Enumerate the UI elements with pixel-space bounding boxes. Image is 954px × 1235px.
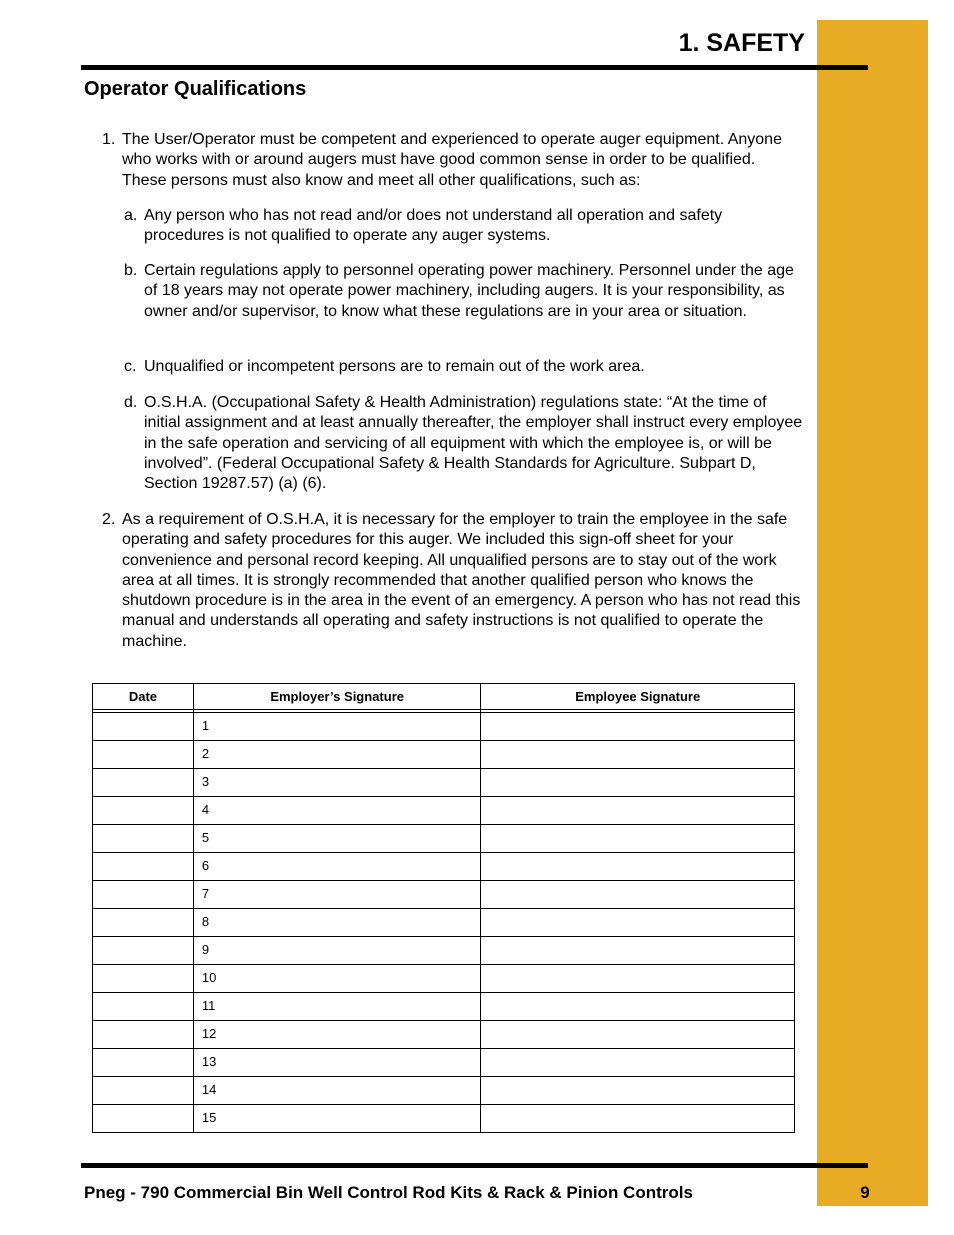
employee-signature-cell [481, 965, 795, 993]
employee-signature-cell [481, 797, 795, 825]
list-item-text: Any person who has not read and/or does not understand all operation and safety procedures is not qualified to operate any auger systems. [144, 207, 723, 245]
table-row [93, 1021, 795, 1049]
employer-signature-cell: 13 [193, 1049, 481, 1077]
employee-signature-cell [481, 853, 795, 881]
list-item-letter: d. [124, 394, 138, 411]
employee-signature-cell [481, 825, 795, 853]
employee-signature-cell [481, 909, 795, 937]
table-row [93, 881, 795, 909]
list-item-text: As a requirement of O.S.H.A, it is necessary for the employer to train the employee in the safe operating and safety procedures for this auger. We included this sign-off sheet for your convenience and personal record keeping. All unqualified persons are to stay out of the work area at all times. It is strongly recommended that another qualified person who knows the shutdown procedure is in the area in the event of an emergency. A person who has not read this manual and understands all operating and safety instructions is not qualified to operate the machine. [122, 511, 801, 650]
page-number: 9 [860, 1183, 870, 1202]
section-title: 1. SAFETY [678, 29, 805, 57]
employer-signature-cell: 2 [193, 741, 481, 769]
table-row [93, 1105, 795, 1133]
date-cell [93, 937, 194, 965]
table-row [93, 713, 795, 741]
table-row [93, 741, 795, 769]
table-row [93, 797, 795, 825]
date-cell [93, 797, 194, 825]
list-item [102, 130, 802, 191]
employer-signature-cell: 6 [193, 853, 481, 881]
table-row [93, 825, 795, 853]
employee-signature-cell [481, 1077, 795, 1105]
list-item [102, 510, 802, 652]
table-row [93, 1049, 795, 1077]
employer-signature-cell: 10 [193, 965, 481, 993]
list-item-text: Certain regulations apply to personnel operating power machinery. Personnel under the age of 18 years may not operate power machinery, including augers. It is your responsibility, as owner and/or supervisor, to know what these regulations are in your area or situation. [144, 262, 794, 320]
sub-list-item [124, 206, 804, 247]
employee-signature-cell [481, 769, 795, 797]
page-heading: Operator Qualifications [84, 78, 307, 100]
employer-signature-cell: 3 [193, 769, 481, 797]
employee-signature-cell [481, 937, 795, 965]
table-header-row [93, 684, 795, 710]
date-cell [93, 965, 194, 993]
date-cell [93, 741, 194, 769]
employee-signature-cell [481, 713, 795, 741]
table-row [93, 853, 795, 881]
footer-rule [81, 1163, 868, 1168]
signoff-table [92, 683, 795, 1133]
date-cell [93, 881, 194, 909]
column-header-employee-signature: Employee Signature [481, 684, 795, 710]
table-row [93, 965, 795, 993]
employee-signature-cell [481, 1021, 795, 1049]
table-row [93, 993, 795, 1021]
employee-signature-cell [481, 741, 795, 769]
employee-signature-cell [481, 993, 795, 1021]
table-row [93, 937, 795, 965]
date-cell [93, 1049, 194, 1077]
sub-list-item [124, 357, 804, 377]
date-cell [93, 1021, 194, 1049]
column-header-date: Date [93, 684, 194, 710]
date-cell [93, 909, 194, 937]
table-row [93, 1077, 795, 1105]
date-cell [93, 1105, 194, 1133]
employer-signature-cell: 5 [193, 825, 481, 853]
list-item-text: The User/Operator must be competent and experienced to operate auger equipment. Anyone who works with or around augers must have good common sense in order to be qualified. These persons must also know and meet all other qualifications, such as: [122, 131, 782, 189]
employer-signature-cell: 7 [193, 881, 481, 909]
employer-signature-cell: 15 [193, 1105, 481, 1133]
date-cell [93, 713, 194, 741]
side-accent-bar [817, 20, 928, 1206]
employee-signature-cell [481, 1049, 795, 1077]
table-row [93, 769, 795, 797]
employer-signature-cell: 12 [193, 1021, 481, 1049]
list-item-number: 2. [102, 511, 116, 528]
list-item-text: O.S.H.A. (Occupational Safety & Health Administration) regulations state: “At the time of initial assignment and at least annually thereafter, the employer shall instruct every employee in the safe operation and servicing of all equipment with which the employee is, or will be involved”. (Federal Occupational Safety & Health Standards for Agriculture. Subpart D, Section 19287.57) (a) (6). [144, 394, 803, 493]
date-cell [93, 825, 194, 853]
date-cell [93, 993, 194, 1021]
list-item-number: 1. [102, 131, 116, 148]
employer-signature-cell: 1 [193, 713, 481, 741]
list-item-letter: b. [124, 262, 138, 279]
employee-signature-cell [481, 881, 795, 909]
column-header-employer-signature: Employer’s Signature [193, 684, 481, 710]
sub-list-item [124, 393, 804, 494]
sub-list-item [124, 261, 804, 322]
date-cell [93, 769, 194, 797]
list-item-text: Unqualified or incompetent persons are to remain out of the work area. [144, 358, 645, 375]
date-cell [93, 1077, 194, 1105]
list-item-letter: c. [124, 358, 137, 375]
list-item-letter: a. [124, 207, 138, 224]
employer-signature-cell: 14 [193, 1077, 481, 1105]
employer-signature-cell: 4 [193, 797, 481, 825]
employee-signature-cell [481, 1105, 795, 1133]
employer-signature-cell: 11 [193, 993, 481, 1021]
footer-title: Pneg - 790 Commercial Bin Well Control Rod Kits & Rack & Pinion Controls [84, 1183, 693, 1202]
employer-signature-cell: 9 [193, 937, 481, 965]
header-rule [81, 65, 868, 70]
employer-signature-cell: 8 [193, 909, 481, 937]
date-cell [93, 853, 194, 881]
table-row [93, 909, 795, 937]
